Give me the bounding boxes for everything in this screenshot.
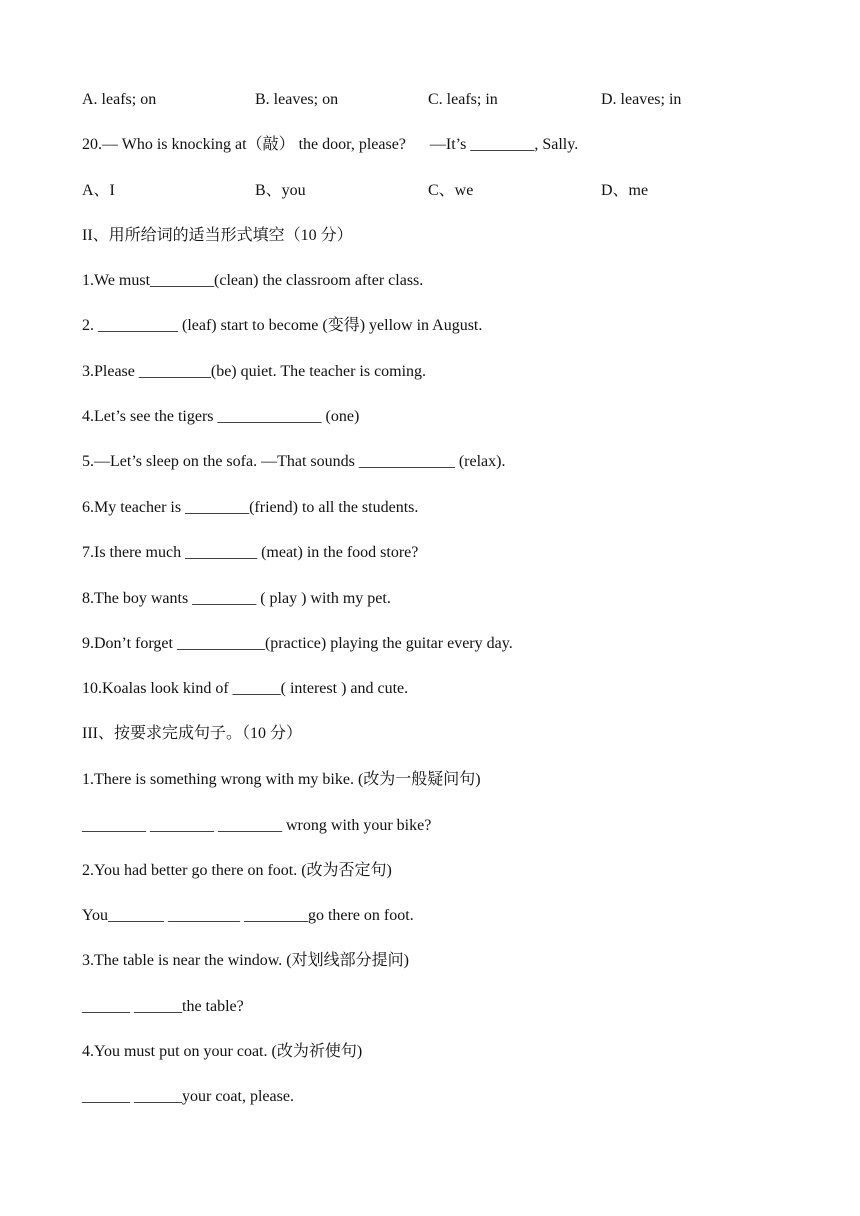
section2-item-8: 8.The boy wants ________ ( play ) with my pet. [82, 590, 391, 607]
q20-option-a: A、I [82, 182, 115, 199]
section2-item-9: 9.Don’t forget ___________(practice) playing the guitar every day. [82, 635, 513, 652]
q19-option-d: D. leaves; in [601, 91, 682, 108]
section3-item-1-answer: ________ ________ ________ wrong with your bike? [82, 817, 432, 834]
section3-item-2-prompt: 2.You had better go there on foot. (改为否定句) [82, 862, 392, 879]
section2-item-4: 4.Let’s see the tigers _____________ (one) [82, 408, 360, 425]
section2-item-7: 7.Is there much _________ (meat) in the food store? [82, 544, 419, 561]
section3-item-4-prompt: 4.You must put on your coat. (改为祈使句) [82, 1043, 363, 1060]
q20-option-d: D、me [601, 182, 649, 199]
section3-item-2-answer: You_______ _________ ________go there on foot. [82, 907, 414, 924]
q20-question: 20.— Who is knocking at（敲） the door, please? —It’s ________, Sally. [82, 136, 579, 153]
section2-item-1: 1.We must________(clean) the classroom after class. [82, 272, 424, 289]
section3-item-4-answer: ______ ______your coat, please. [82, 1088, 294, 1105]
section3-item-3-answer: ______ ______the table? [82, 998, 244, 1015]
section2-item-2: 2. __________ (leaf) start to become (变得) yellow in August. [82, 317, 483, 334]
q19-option-a: A. leafs; on [82, 91, 157, 108]
q20-option-c: C、we [428, 182, 474, 199]
q19-options [82, 89, 802, 111]
section2-item-3: 3.Please _________(be) quiet. The teacher is coming. [82, 363, 427, 380]
q20-options [82, 180, 802, 202]
section3-heading: III、按要求完成句子。（10 分） [82, 725, 302, 742]
section3-item-1-prompt: 1.There is something wrong with my bike. (改为一般疑问句) [82, 771, 481, 788]
section2-item-10: 10.Koalas look kind of ______( interest ) and cute. [82, 680, 409, 697]
section2-item-6: 6.My teacher is ________(friend) to all the students. [82, 499, 419, 516]
q19-option-c: C. leafs; in [428, 91, 498, 108]
section3-item-3-prompt: 3.The table is near the window. (对划线部分提问) [82, 952, 409, 969]
section2-item-5: 5.—Let’s sleep on the sofa. —That sounds ____________ (relax). [82, 453, 506, 470]
q20-option-b: B、you [255, 182, 306, 199]
q19-option-b: B. leaves; on [255, 91, 339, 108]
section2-heading: II、用所给词的适当形式填空（10 分） [82, 227, 353, 244]
